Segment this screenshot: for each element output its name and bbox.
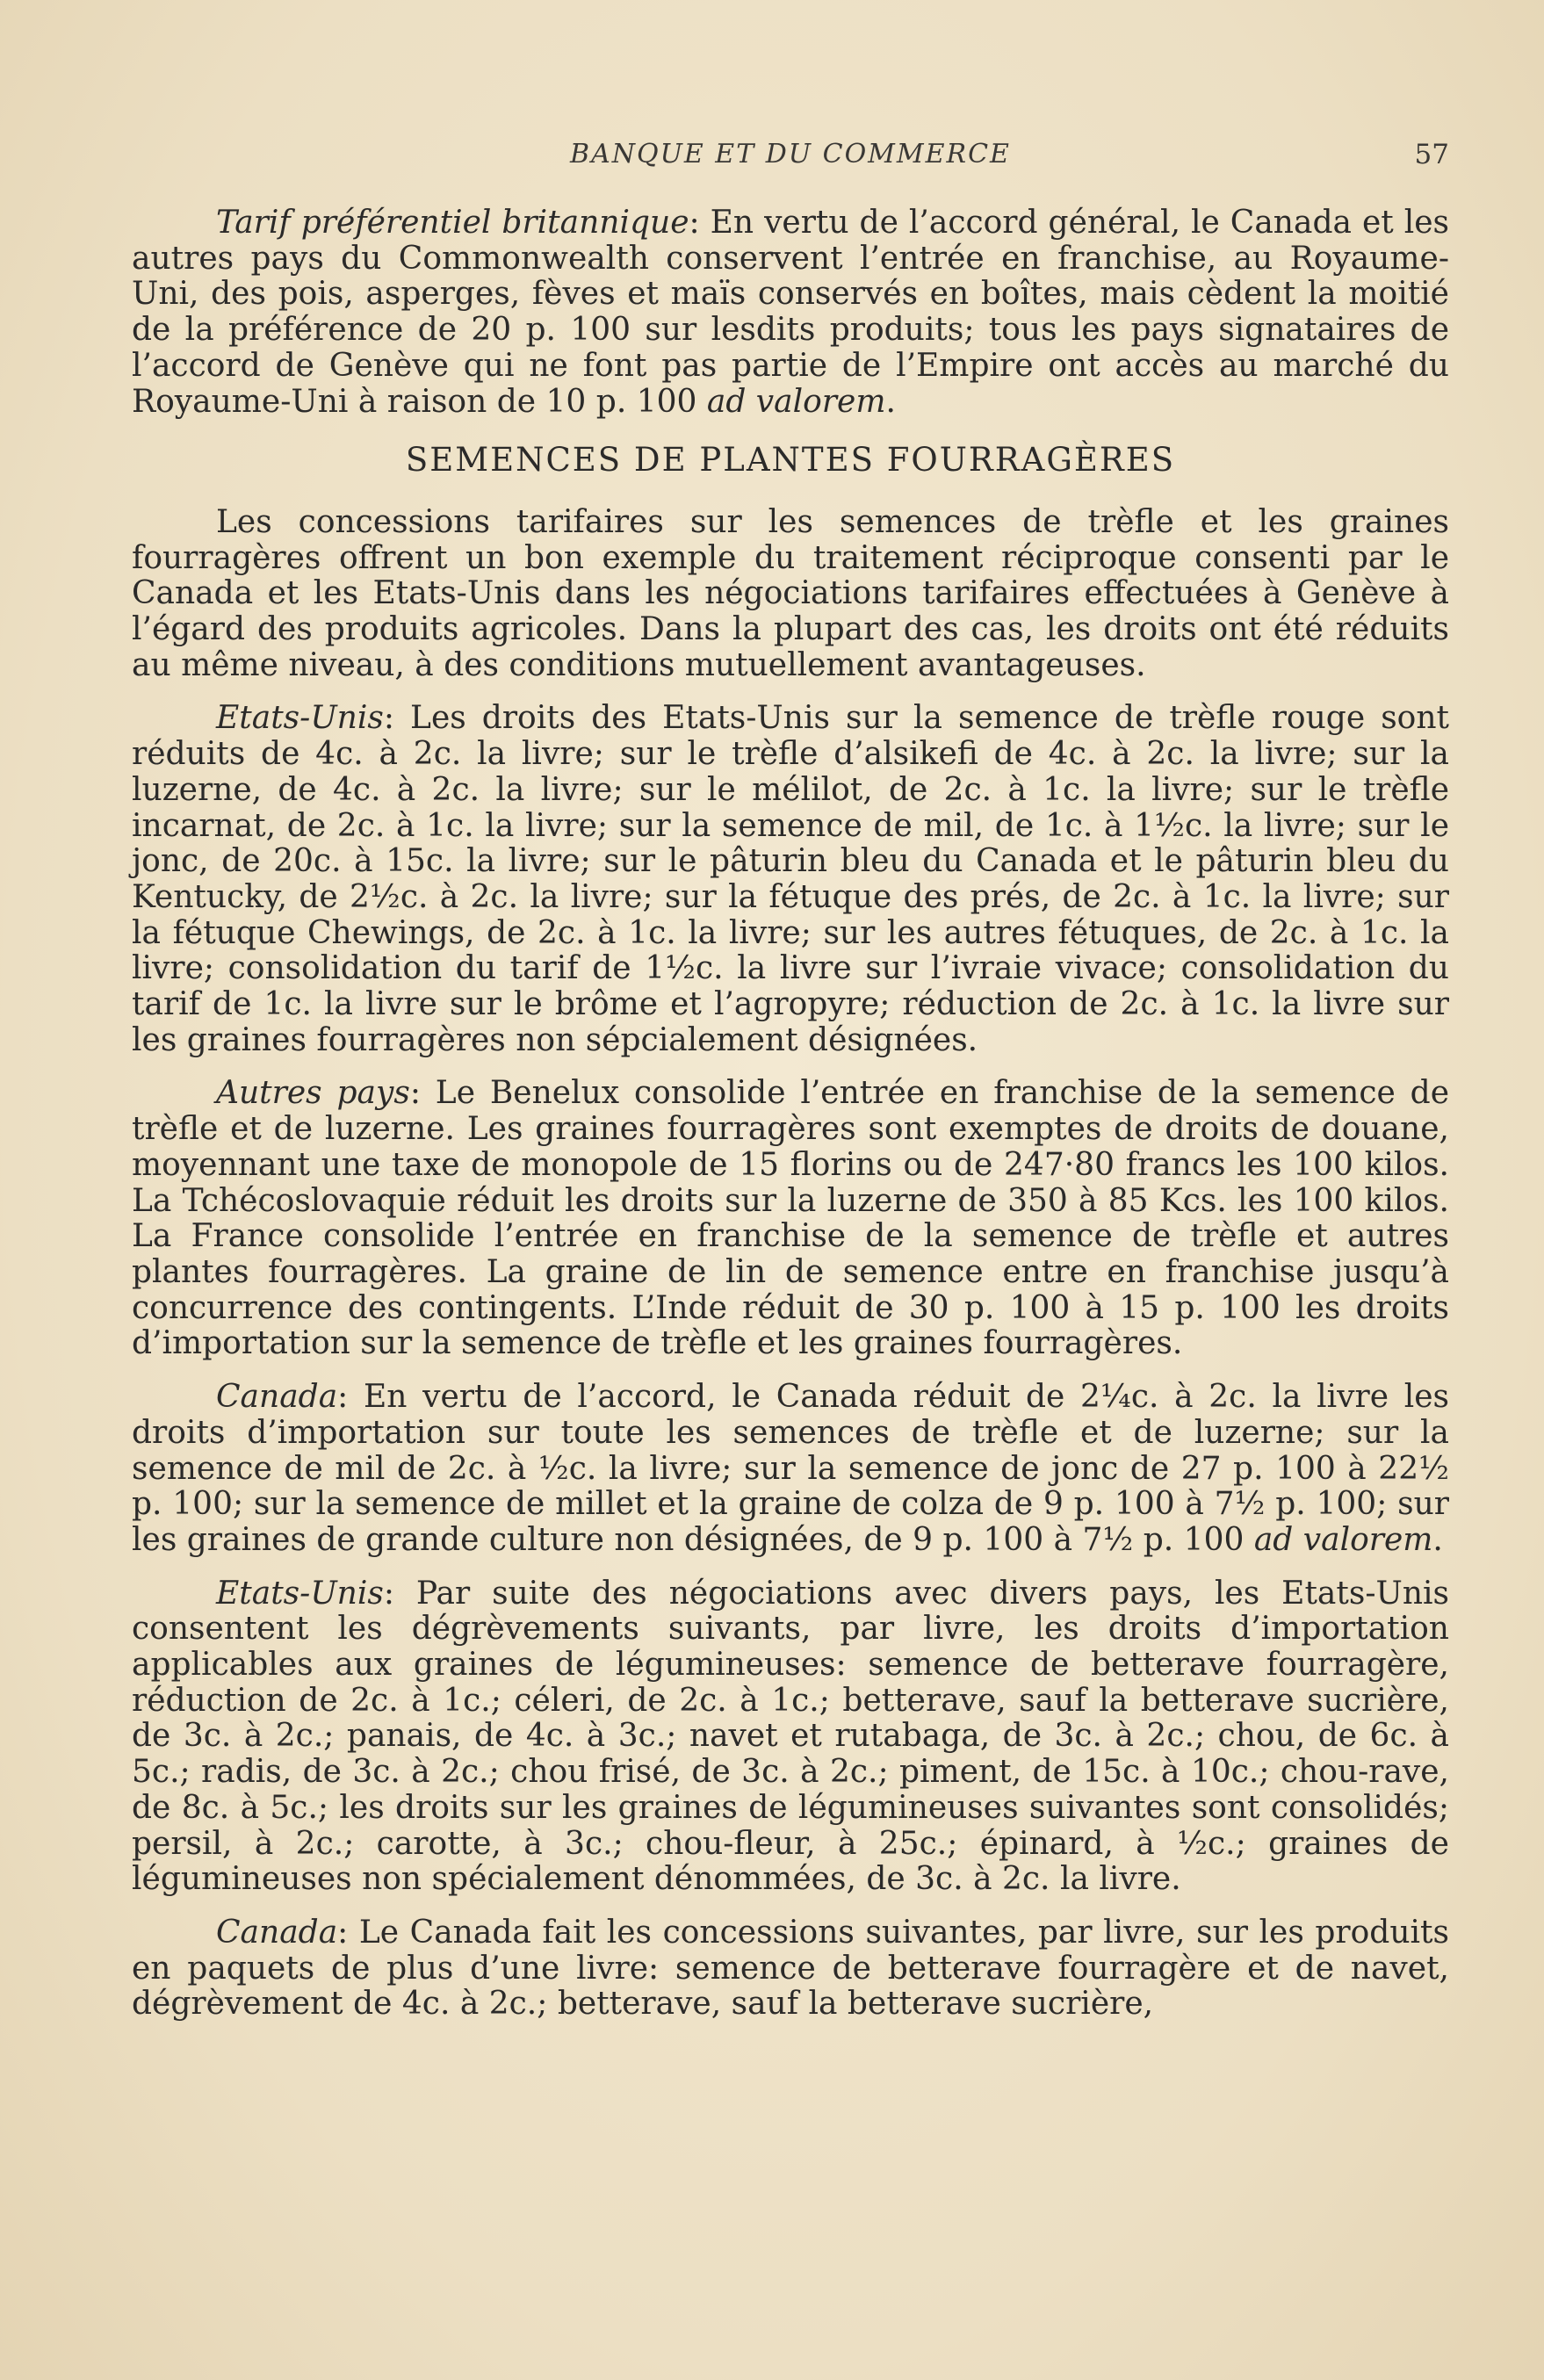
paragraph-lead-separator: : bbox=[409, 1075, 436, 1112]
section-heading: SEMENCES DE PLANTES FOURRAGÈRES bbox=[405, 441, 1176, 480]
paragraph-lead-separator: : bbox=[383, 1575, 416, 1612]
paragraph-lead-separator: : bbox=[337, 1379, 364, 1416]
running-header bbox=[132, 132, 1449, 184]
paragraph bbox=[132, 1380, 1449, 1559]
paragraph bbox=[132, 206, 1449, 420]
body-text bbox=[132, 206, 1449, 2023]
paragraph-lead-separator: : bbox=[337, 1914, 359, 1951]
paragraph bbox=[132, 701, 1449, 1058]
paragraph-italic-tail: ad valorem bbox=[706, 383, 886, 420]
paragraph-text: En vertu de l’accord général, le Canada et les autres pays du Commonwealth conservent l’entrée en franchise, au Royaume-Uni, des pois, asperges, fèves et maïs conservés en boîtes, mais cèdent la moitié de la préférence de 20 p. 100 sur lesdits produits; tous les pays signataires de l’accord de Genève qui ne font pas partie de l’Empire ont accès au marché du Royaume-Uni à raison de 10 p. 100 bbox=[132, 205, 1449, 420]
paragraph-tail-end: . bbox=[1432, 1521, 1443, 1558]
paragraph-text: Le Benelux consolide l’entrée en franchise de la semence de trèfle et de luzerne. Les graines fourragères sont exemptes de droits de douane, moyennant une taxe de monopole de 15 florins ou de 247·80 francs les 100 kilos. La Tchécoslovaquie réduit les droits sur la luzerne de 350 à 85 Kcs. les 100 kilos. La France consolide l’entrée en franchise de la semence de trèfle et autres plantes fourragères. La graine de lin de semence entre en franchise jusqu’à concurrence des contingents. L’Inde réduit de 30 p. 100 à 15 p. 100 les droits d’importation sur la semence de trèfle et les graines fourragères. bbox=[132, 1075, 1450, 1362]
paragraph-lead-separator: : bbox=[383, 700, 411, 737]
paragraph-tail-end: . bbox=[885, 383, 896, 420]
running-title: BANQUE ET DU COMMERCE bbox=[570, 139, 1011, 169]
paragraph bbox=[132, 1576, 1449, 1898]
paragraph-italic-tail: ad valorem bbox=[1253, 1521, 1433, 1558]
paragraph-text: En vertu de l’accord, le Canada réduit de 2¼c. à 2c. la livre les droits d’importation sur toute les semences de trèfle et de luzerne; sur la semence de mil de 2c. à ½c. la livre; sur la semence de jonc de 27 p. 100 à 22½ p. 100; sur la semence de millet et la graine de colza de 9 p. 100 à 7½ p. 100; sur les graines de grande culture non désignées, de 9 p. 100 à 7½ p. 100 bbox=[132, 1379, 1449, 1558]
paragraph-lead-separator: : bbox=[689, 205, 711, 241]
paragraph-lead: Tarif préférentiel britannique bbox=[216, 205, 689, 241]
paragraph bbox=[132, 505, 1449, 684]
paragraph-lead: Canada bbox=[216, 1914, 338, 1951]
paragraph bbox=[132, 1076, 1449, 1362]
paragraph-text: Le Canada fait les concessions suivantes, par livre, sur les produits en paquets de plus d’une livre: semence de betterave fourragère et de navet, dégrèvement de 4c. à 2c.; betterave, sauf la betterave sucrière, bbox=[132, 1914, 1449, 2023]
page-number: 57 bbox=[1414, 139, 1449, 170]
paragraph-text: Les droits des Etats-Unis sur la semence de trèfle rouge sont réduits de 4c. à 2c. la livre; sur le trèfle d’alsikefi de 4c. à 2c. la livre; sur la luzerne, de 4c. à 2c. la livre; sur le mélilot, de 2c. à 1c. la livre; sur le trèfle incarnat, de 2c. à 1c. la livre; sur la semence de mil, de 1c. à 1½c. la livre; sur le jonc, de 20c. à 15c. la livre; sur le pâturin bleu du Canada et le pâturin bleu du Kentucky, de 2½c. à 2c. la livre; sur la fétuque des prés, de 2c. à 1c. la livre; sur la fétuque Chewings, de 2c. à 1c. la livre; sur les autres fétuques, de 2c. à 1c. la livre; consolidation du tarif de 1½c. la livre sur l’ivraie vivace; consolidation du tarif de 1c. la livre sur le brôme et l’agropyre; réduction de 2c. à 1c. la livre sur les graines fourragères non sépcialement désignées. bbox=[132, 700, 1449, 1058]
paragraph-lead: Etats-Unis bbox=[216, 700, 384, 737]
paragraph-lead: Etats-Unis bbox=[216, 1575, 384, 1612]
paragraph-lead: Canada bbox=[216, 1379, 338, 1416]
document-page bbox=[132, 132, 1449, 2310]
paragraph-lead: Autres pays bbox=[216, 1075, 410, 1112]
paragraph-text: Les concessions tarifaires sur les semences de trèfle et les graines fourragères offrent un bon exemple du traitement réciproque consenti par le Canada et les Etats-Unis dans les négociations tarifaires effectuées à Genève à l’égard des produits agricoles. Dans la plupart des cas, les droits ont été réduits au même niveau, à des conditions mutuellement avantageuses. bbox=[132, 503, 1449, 683]
paragraph bbox=[132, 1915, 1449, 2023]
paragraph-text: Par suite des négociations avec divers pays, les Etats-Unis consentent les dégrèvements suivants, par livre, les droits d’importation applicables aux graines de légumineuses: semence de betterave fourragère, réduction de 2c. à 1c.; céleri, de 2c. à 1c.; betterave, sauf la betterave sucrière, de 3c. à 2c.; panais, de 4c. à 3c.; navet et rutabaga, de 3c. à 2c.; chou, de 6c. à 5c.; radis, de 3c. à 2c.; chou frisé, de 3c. à 2c.; piment, de 15c. à 10c.; chou-rave, de 8c. à 5c.; les droits sur les graines de légumineuses suivantes sont consolidés; persil, à 2c.; carotte, à 3c.; chou-fleur, à 25c.; épinard, à ½c.; graines de légumineuses non spécialement dénommées, de 3c. à 2c. la livre. bbox=[132, 1575, 1450, 1898]
